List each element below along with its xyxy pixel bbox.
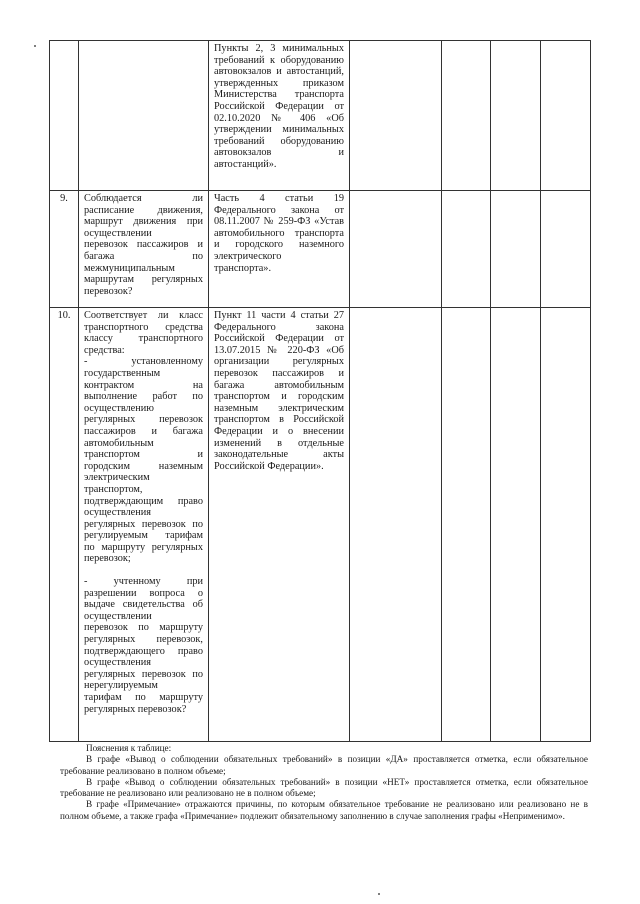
legal-act-line: электрического bbox=[214, 250, 282, 262]
not-applicable-cell bbox=[491, 41, 541, 191]
requirement-line: Соответствует ли класс bbox=[84, 310, 203, 321]
row-number bbox=[50, 41, 79, 191]
legal-act-line: Министерства транспорта bbox=[214, 89, 344, 101]
requirement-line: нерегулируемым bbox=[84, 680, 158, 692]
requirement-line: - учтенному при bbox=[84, 576, 203, 588]
requirement-line: маршрутам регулярных bbox=[84, 274, 203, 286]
table-notes bbox=[60, 743, 588, 822]
requirement-line: транспортом и bbox=[84, 449, 203, 461]
legal-act-line: Российской Федерации от bbox=[214, 100, 344, 112]
requirement-line: тарифам по маршруту bbox=[84, 692, 203, 703]
legal-act-line: и городского наземного bbox=[214, 239, 344, 251]
requirement-line: классу транспортного bbox=[84, 333, 203, 345]
requirement-line: автомобильным bbox=[84, 437, 154, 449]
requirement-line: подтверждающего право bbox=[84, 645, 203, 657]
row-number: 9. bbox=[50, 191, 79, 308]
legal-act-line: перевозок пассажиров и bbox=[214, 367, 344, 379]
requirement-line: регулярных перевозок, bbox=[84, 634, 203, 646]
legal-act-cell bbox=[209, 308, 350, 742]
requirement-line: выполнение работ по bbox=[84, 391, 203, 403]
legal-act-line: 08.11.2007 № 259-ФЗ «Устав bbox=[214, 216, 344, 228]
requirement-line: разрешении вопроса о bbox=[84, 587, 203, 599]
requirement-line: перевозок; bbox=[84, 553, 131, 565]
requirement-line: пассажиров и багажа bbox=[84, 425, 203, 437]
notes-caption: Пояснения к таблице: bbox=[86, 743, 172, 753]
requirement-line: контрактом на bbox=[84, 379, 203, 391]
notes-paragraph: В графе «Примечание» отражаются причины, по которым обязательное требование не реализовано или реализовано не в полном объеме, а также графа «Примечание» подлежит обязательному заполнению в случае заполнения графы «Неприменимо». bbox=[60, 799, 588, 821]
legal-act-line: 13.07.2015 № 220-ФЗ «Об bbox=[214, 344, 344, 356]
requirement-line: багажа по bbox=[84, 250, 203, 262]
requirement-line: выдаче свидетельства об bbox=[84, 599, 203, 611]
note-cell bbox=[541, 191, 591, 308]
table-row bbox=[50, 41, 591, 191]
legal-act-line: автомобильного транспорта bbox=[214, 227, 344, 239]
legal-act-line: транспорта». bbox=[214, 262, 272, 274]
requirement-line: транспортного средства bbox=[84, 321, 203, 333]
legal-act-line: автовокзалов и автостанций, bbox=[214, 66, 344, 78]
legal-act-line: транспортом в Российской bbox=[214, 414, 344, 426]
legal-act-line: требований оборудованию bbox=[214, 135, 344, 147]
requirement-cell bbox=[79, 308, 209, 742]
requirement-cell bbox=[79, 41, 209, 191]
requirement-line: регулярных перевозок? bbox=[84, 703, 187, 715]
legal-act-line: Федерального закона от bbox=[214, 204, 344, 216]
requirement-line: осуществления bbox=[84, 507, 152, 519]
legal-act-cell bbox=[209, 41, 350, 191]
requirement-cell bbox=[79, 191, 209, 308]
requirement-line: регулярных перевозок bbox=[84, 414, 203, 426]
legal-act-line: требований к оборудованию bbox=[214, 54, 344, 66]
requirement-line: регулярных перевозок по bbox=[84, 518, 203, 530]
requirement-line: перевозок? bbox=[84, 285, 133, 297]
legal-act-line: автовокзалов и bbox=[214, 147, 344, 159]
legal-act-line: багажа автомобильным bbox=[214, 379, 344, 391]
legal-act-line: Пункт 11 части 4 статьи 27 bbox=[214, 310, 344, 321]
requirement-line: Соблюдается ли bbox=[84, 193, 203, 204]
scan-speck bbox=[34, 45, 36, 47]
requirement-line: маршрут движения при bbox=[84, 216, 203, 228]
legal-act-line: наземным электрическим bbox=[214, 402, 344, 414]
legal-act-line: изменений в отдельные bbox=[214, 437, 344, 449]
legal-act-line: Пункты 2, 3 минимальных bbox=[214, 43, 344, 54]
legal-act-line: Федерального закона bbox=[214, 321, 344, 333]
requirement-line: перевозок по маршруту bbox=[84, 622, 203, 634]
legal-act-line: 02.10.2020 № 406 «Об bbox=[214, 112, 344, 124]
requirement-line: регулярных перевозок по bbox=[84, 668, 203, 680]
notes-paragraph: В графе «Вывод о соблюдении обязательных требований» в позиции «ДА» проставляется отметка, если обязательное требование реализовано в полном объеме; bbox=[60, 754, 588, 776]
scan-speck bbox=[378, 893, 380, 895]
requirement-line: средства: bbox=[84, 344, 125, 356]
requirement-line: электрическим bbox=[84, 472, 150, 484]
legal-act-line: Федерации и о внесении bbox=[214, 425, 344, 437]
requirement-line: межмуниципальным bbox=[84, 262, 175, 274]
requirement-line: осуществлении bbox=[84, 227, 152, 239]
not-applicable-cell bbox=[491, 308, 541, 742]
table-row bbox=[50, 308, 591, 742]
legal-act-line: Часть 4 статьи 19 bbox=[214, 193, 344, 204]
requirement-line: - установленному bbox=[84, 356, 203, 368]
requirement-line: расписание движения, bbox=[84, 204, 203, 216]
legal-act-line: утверждении минимальных bbox=[214, 124, 344, 136]
paragraph-gap bbox=[84, 565, 203, 576]
requirement-line: транспортом, bbox=[84, 483, 143, 495]
requirement-line: осуществления bbox=[84, 657, 152, 669]
answer-no-cell bbox=[442, 191, 491, 308]
note-cell bbox=[541, 41, 591, 191]
answer-yes-cell bbox=[350, 308, 442, 742]
legal-act-cell bbox=[209, 191, 350, 308]
table-row bbox=[50, 191, 591, 308]
legal-act-line: Российской Федерации». bbox=[214, 460, 324, 472]
notes-paragraph: В графе «Вывод о соблюдении обязательных требований» в позиции «НЕТ» проставляется отметка, если обязательное требование не реализовано или реализовано не в полном объеме; bbox=[60, 776, 588, 799]
answer-no-cell bbox=[442, 308, 491, 742]
requirement-line: перевозок пассажиров и bbox=[84, 239, 203, 251]
row-number: 10. bbox=[50, 308, 79, 742]
legal-act-line: организации регулярных bbox=[214, 356, 344, 368]
legal-act-line: Российской Федерации от bbox=[214, 333, 344, 345]
requirement-line: городским наземным bbox=[84, 460, 203, 472]
requirement-line: по маршруту регулярных bbox=[84, 541, 203, 553]
note-cell bbox=[541, 308, 591, 742]
legal-act-line: автостанций». bbox=[214, 158, 277, 170]
not-applicable-cell bbox=[491, 191, 541, 308]
requirement-line: государственным bbox=[84, 367, 161, 379]
legal-act-line: законодательные акты bbox=[214, 449, 344, 461]
requirement-line: осуществлении bbox=[84, 610, 152, 622]
requirement-line: регулируемым тарифам bbox=[84, 530, 203, 542]
answer-yes-cell bbox=[350, 191, 442, 308]
requirements-table bbox=[49, 40, 591, 742]
legal-act-line: утвержденных приказом bbox=[214, 77, 344, 89]
legal-act-line: транспортом и городским bbox=[214, 391, 344, 403]
requirement-line: подтверждающим право bbox=[84, 495, 203, 507]
requirement-line: осуществлению bbox=[84, 402, 154, 414]
answer-yes-cell bbox=[350, 41, 442, 191]
answer-no-cell bbox=[442, 41, 491, 191]
